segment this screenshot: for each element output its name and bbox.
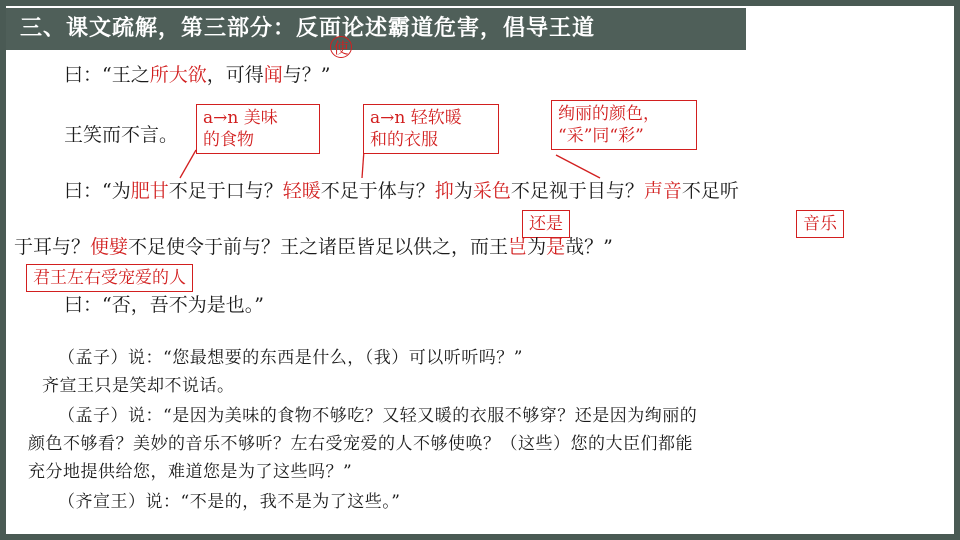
translation-line-5: 充分地提供给您，难道您是为了这些吗？” <box>28 462 353 482</box>
section-title: 三、课文疏解，第三部分：反面论述霸道危害，倡导王道 <box>6 8 746 50</box>
translation-line-1: （孟子）说：“您最想要的东西是什么，（我）可以听听吗？” <box>58 348 523 368</box>
text-segment: 与？” <box>282 64 331 86</box>
highlight-shi: 是 <box>546 236 566 258</box>
text-segment: 不足使令于前与？王之诸臣皆足以供之，而王 <box>128 236 509 258</box>
translation-line-4: 颜色不够看？美妙的音乐不够听？左右受宠爱的人不够使唤？（这些）您的大臣们都能 <box>28 434 693 454</box>
text-segment: 为 <box>527 236 547 258</box>
note-qingnuan: a→n 轻软暖 和的衣服 <box>363 104 499 154</box>
note-shengyin: 音乐 <box>796 210 844 238</box>
highlight-suoyu: 所大欲 <box>149 64 207 86</box>
text-segment: 曰：“王之 <box>64 64 150 86</box>
source-line-3 <box>64 178 739 204</box>
translation-line-2: 齐宣王只是笑却不说话。 <box>42 376 235 396</box>
highlight-qi: 岂 <box>508 236 528 258</box>
text-segment: 不足视于目与？ <box>510 180 644 202</box>
translation-line-3: （孟子）说：“是因为美味的食物不够吃？又轻又暖的衣服不够穿？还是因为绚丽的 <box>58 406 698 426</box>
highlight-shengyin: 声音 <box>643 180 682 202</box>
highlight-caise: 采色 <box>472 180 511 202</box>
text-segment: 为 <box>453 180 473 202</box>
source-line-1 <box>64 62 330 88</box>
text-segment: ，可得 <box>206 64 264 86</box>
source-line-4 <box>14 234 613 260</box>
source-line-2: 王笑而不言。 <box>64 124 179 146</box>
frame-right <box>954 0 960 540</box>
translation-line-6: （齐宣王）说：“不是的，我不是为了这些。” <box>58 492 401 512</box>
text-segment: 不足于口与？ <box>168 180 283 202</box>
frame-left <box>0 0 6 540</box>
highlight-wen: 闻 <box>263 64 283 86</box>
text-segment: 于耳与？ <box>14 236 91 258</box>
text-segment: 曰：“为 <box>64 180 131 202</box>
highlight-yi: 抑 <box>434 180 454 202</box>
correction-circle: 使 <box>330 36 352 58</box>
text-segment: 不足听 <box>681 180 739 202</box>
frame-top <box>0 0 960 6</box>
highlight-qingnuan: 轻暖 <box>282 180 321 202</box>
highlight-pianbi: 便嬖 <box>90 236 129 258</box>
source-line-5: 曰：“否，吾不为是也。” <box>64 294 264 316</box>
text-segment: 不足于体与？ <box>320 180 435 202</box>
note-feigan: a→n 美味 的食物 <box>196 104 320 154</box>
note-pianbi: 君王左右受宠爱的人 <box>26 264 193 292</box>
frame-bottom <box>0 534 960 540</box>
text-segment: 哉？” <box>565 236 613 258</box>
note-caise: 绚丽的颜色， “采”同“彩” <box>551 100 697 150</box>
highlight-feigan: 肥甘 <box>130 180 169 202</box>
note-yi: 还是 <box>522 210 570 238</box>
